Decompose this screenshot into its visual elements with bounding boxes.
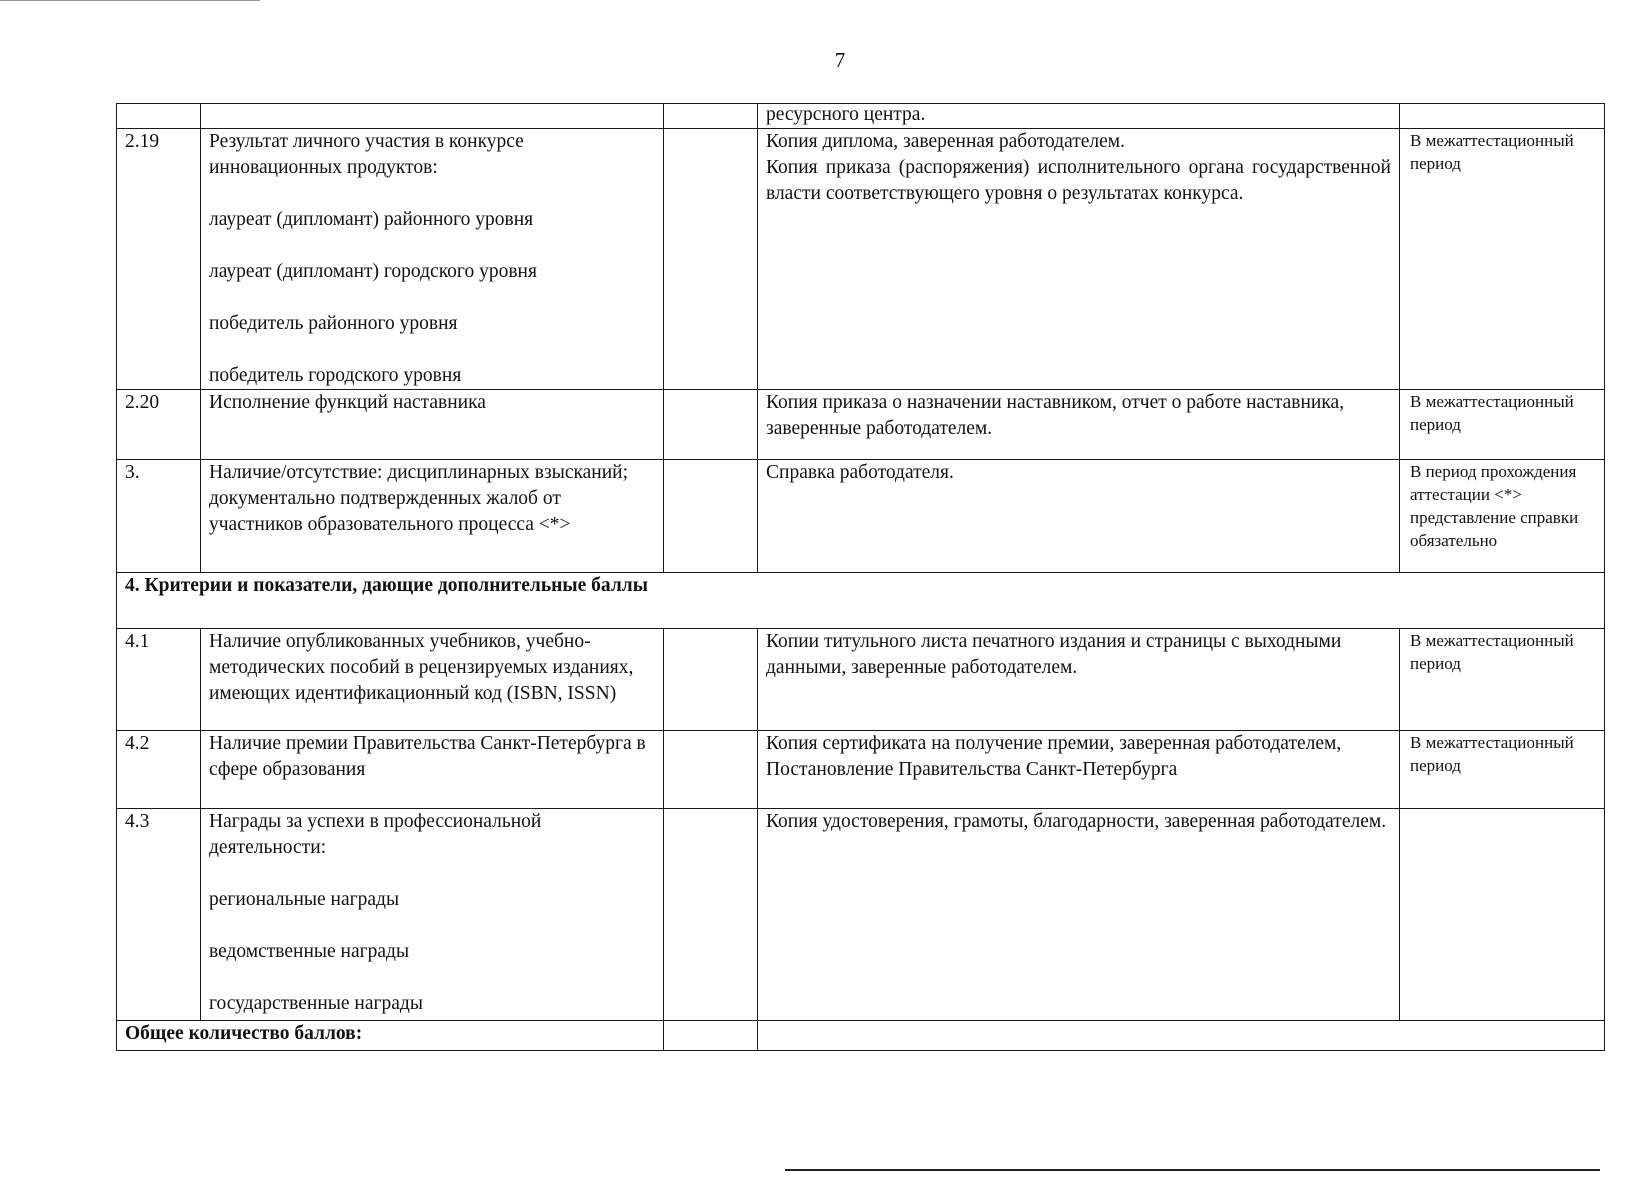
sub-item: лауреат (дипломант) районного уровня xyxy=(209,209,534,230)
sub-item: победитель районного уровня xyxy=(209,313,458,334)
total-points-cell xyxy=(664,1021,758,1051)
document-line: Копия диплома, заверенная работодателем. xyxy=(766,131,1126,152)
points-cell xyxy=(664,460,758,573)
bottom-rule xyxy=(785,1169,1600,1171)
criterion-cell xyxy=(201,129,664,390)
criterion-cell xyxy=(201,809,664,1021)
criteria-table xyxy=(116,103,1605,1051)
term-cell: В период прохождения аттестации <*> представление справки обязательно xyxy=(1400,460,1605,573)
row-number: 2.20 xyxy=(117,390,201,460)
sub-item: лауреат (дипломант) городского уровня xyxy=(209,261,537,282)
points-cell xyxy=(664,390,758,460)
sub-item: региональные награды xyxy=(209,889,400,910)
points-cell xyxy=(664,629,758,731)
documents-cell: Справка работодателя. xyxy=(758,460,1400,573)
page-number: 7 xyxy=(834,48,846,72)
documents-cell: ресурсного центра. xyxy=(758,104,1400,129)
criterion-cell: Наличие/отсутствие: дисциплинарных взысканий; документально подтвержденных жалоб от участников образовательного процесса <*> xyxy=(201,460,664,573)
term-cell xyxy=(1400,809,1605,1021)
term-cell: В межаттестационный период xyxy=(1400,731,1605,809)
table-row xyxy=(117,460,1605,573)
documents-cell: Копия приказа о назначении наставником, отчет о работе наставника, заверенные работодателем. xyxy=(758,390,1400,460)
documents-cell: Копия удостоверения, грамоты, благодарности, заверенная работодателем. xyxy=(758,809,1400,1021)
criterion-cell: Наличие опубликованных учебников, учебно-методических пособий в рецензируемых изданиях, имеющих идентификационный код (ISBN, ISSN) xyxy=(201,629,664,731)
criterion-text: Результат личного участия в конкурсе инновационных продуктов: xyxy=(209,131,524,178)
row-number: 3. xyxy=(117,460,201,573)
points-cell xyxy=(664,809,758,1021)
table-row xyxy=(117,731,1605,809)
row-number: 4.2 xyxy=(117,731,201,809)
sub-item: государственные награды xyxy=(209,993,423,1014)
criterion-cell xyxy=(201,104,664,129)
points-cell xyxy=(664,731,758,809)
criterion-cell: Исполнение функций наставника xyxy=(201,390,664,460)
sub-item: победитель городского уровня xyxy=(209,365,462,386)
points-cell xyxy=(664,129,758,390)
term-cell xyxy=(1400,104,1605,129)
section-heading-row xyxy=(117,573,1605,629)
total-label: Общее количество баллов: xyxy=(117,1021,664,1051)
top-rule xyxy=(0,0,260,1)
documents-cell: Копия сертификата на получение премии, заверенная работодателем, Постановление Правительства Санкт-Петербурга xyxy=(758,731,1400,809)
term-cell: В межаттестационный период xyxy=(1400,129,1605,390)
section-title: 4. Критерии и показатели, дающие дополнительные баллы xyxy=(117,573,1605,629)
table-row xyxy=(117,629,1605,731)
documents-cell: Копии титульного листа печатного издания и страницы с выходными данными, заверенные работодателем. xyxy=(758,629,1400,731)
row-number: 4.3 xyxy=(117,809,201,1021)
documents-cell xyxy=(758,129,1400,390)
table-row xyxy=(117,809,1605,1021)
row-number xyxy=(117,104,201,129)
row-number: 2.19 xyxy=(117,129,201,390)
criterion-text: Награды за успехи в профессиональной деятельности: xyxy=(209,811,542,858)
table-row xyxy=(117,390,1605,460)
sub-item: ведомственные награды xyxy=(209,941,410,962)
table-row xyxy=(117,129,1605,390)
total-row xyxy=(117,1021,1605,1051)
total-empty-cell xyxy=(758,1021,1605,1051)
row-number: 4.1 xyxy=(117,629,201,731)
criterion-cell: Наличие премии Правительства Санкт-Петербурга в сфере образования xyxy=(201,731,664,809)
term-cell: В межаттестационный период xyxy=(1400,629,1605,731)
document-line: Копия приказа (распоряжения) исполнительного органа государственной власти соответствующего уровня о результатах конкурса. xyxy=(766,157,1391,204)
table-row xyxy=(117,104,1605,129)
term-cell: В межаттестационный период xyxy=(1400,390,1605,460)
points-cell xyxy=(664,104,758,129)
